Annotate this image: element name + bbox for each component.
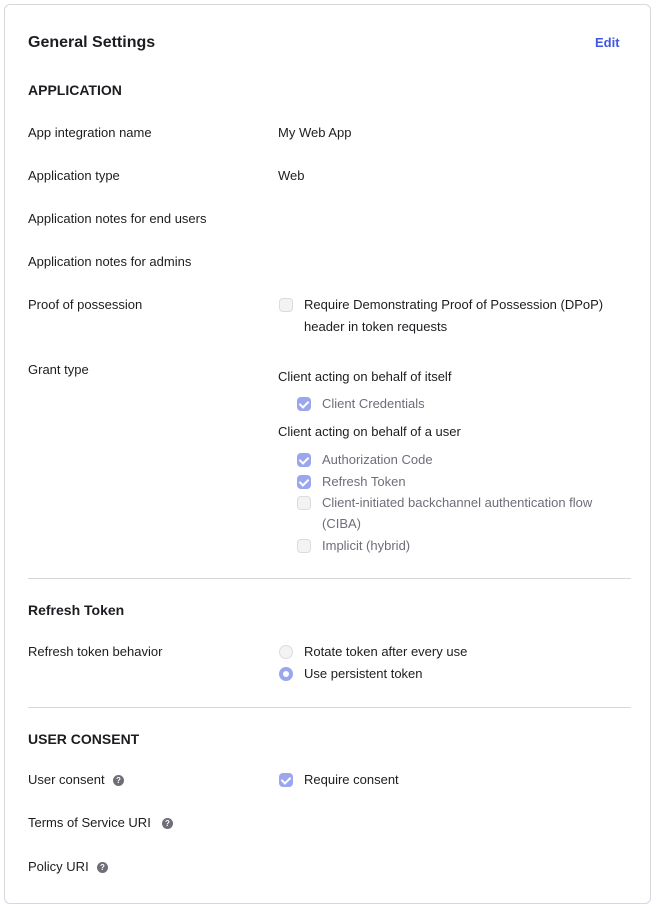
divider [28,578,631,579]
section-heading-user-consent: USER CONSENT [28,731,140,747]
help-icon[interactable]: ? [97,862,108,873]
label-app-type: Application type [28,168,120,183]
client-credentials-checkbox[interactable] [297,397,311,411]
label-notes-admins: Application notes for admins [28,254,192,269]
ciba-label: Client-initiated backchannel authentication flow [322,495,593,510]
authorization-code-label: Authorization Code [322,452,433,467]
label-app-name: App integration name [28,125,152,140]
label-user-consent: User consent [28,772,105,787]
page-title: General Settings [28,34,156,51]
divider [28,707,631,708]
grant-group-user: Client acting on behalf of a user [278,424,461,439]
edit-button[interactable]: Edit [595,35,620,50]
label-grant-type: Grant type [28,362,89,377]
value-app-type: Web [278,168,305,183]
help-icon[interactable]: ? [162,818,173,829]
require-consent-label: Require consent [304,772,399,787]
dpop-label: Require Demonstrating Proof of Possession (DPoP) [304,297,604,312]
label-refresh-behavior: Refresh token behavior [28,644,163,659]
require-consent-checkbox[interactable] [279,773,293,787]
section-heading-application: APPLICATION [28,82,122,98]
label-proof-of-possession: Proof of possession [28,297,143,312]
dpop-checkbox[interactable] [279,298,293,312]
rotate-token-radio[interactable] [279,645,293,659]
label-notes-end-users: Application notes for end users [28,211,207,226]
refresh-token-checkbox[interactable] [297,475,311,489]
help-icon[interactable]: ? [113,775,124,786]
ciba-label-line2: (CIBA) [322,516,361,531]
grant-group-itself: Client acting on behalf of itself [278,369,452,384]
refresh-token-label: Refresh Token [322,474,406,489]
label-terms-of-service-uri: Terms of Service URI [28,815,151,830]
ciba-checkbox[interactable] [297,496,311,510]
persistent-token-label: Use persistent token [304,666,423,681]
dpop-label-line2: header in token requests [304,319,448,334]
implicit-label: Implicit (hybrid) [322,538,411,553]
authorization-code-checkbox[interactable] [297,453,311,467]
persistent-token-radio[interactable] [279,667,293,681]
rotate-token-label: Rotate token after every use [304,644,468,659]
client-credentials-label: Client Credentials [322,396,425,411]
value-app-name: My Web App [278,125,352,140]
label-policy-uri: Policy URI [28,859,89,874]
section-heading-refresh-token: Refresh Token [28,602,125,618]
implicit-checkbox[interactable] [297,539,311,553]
